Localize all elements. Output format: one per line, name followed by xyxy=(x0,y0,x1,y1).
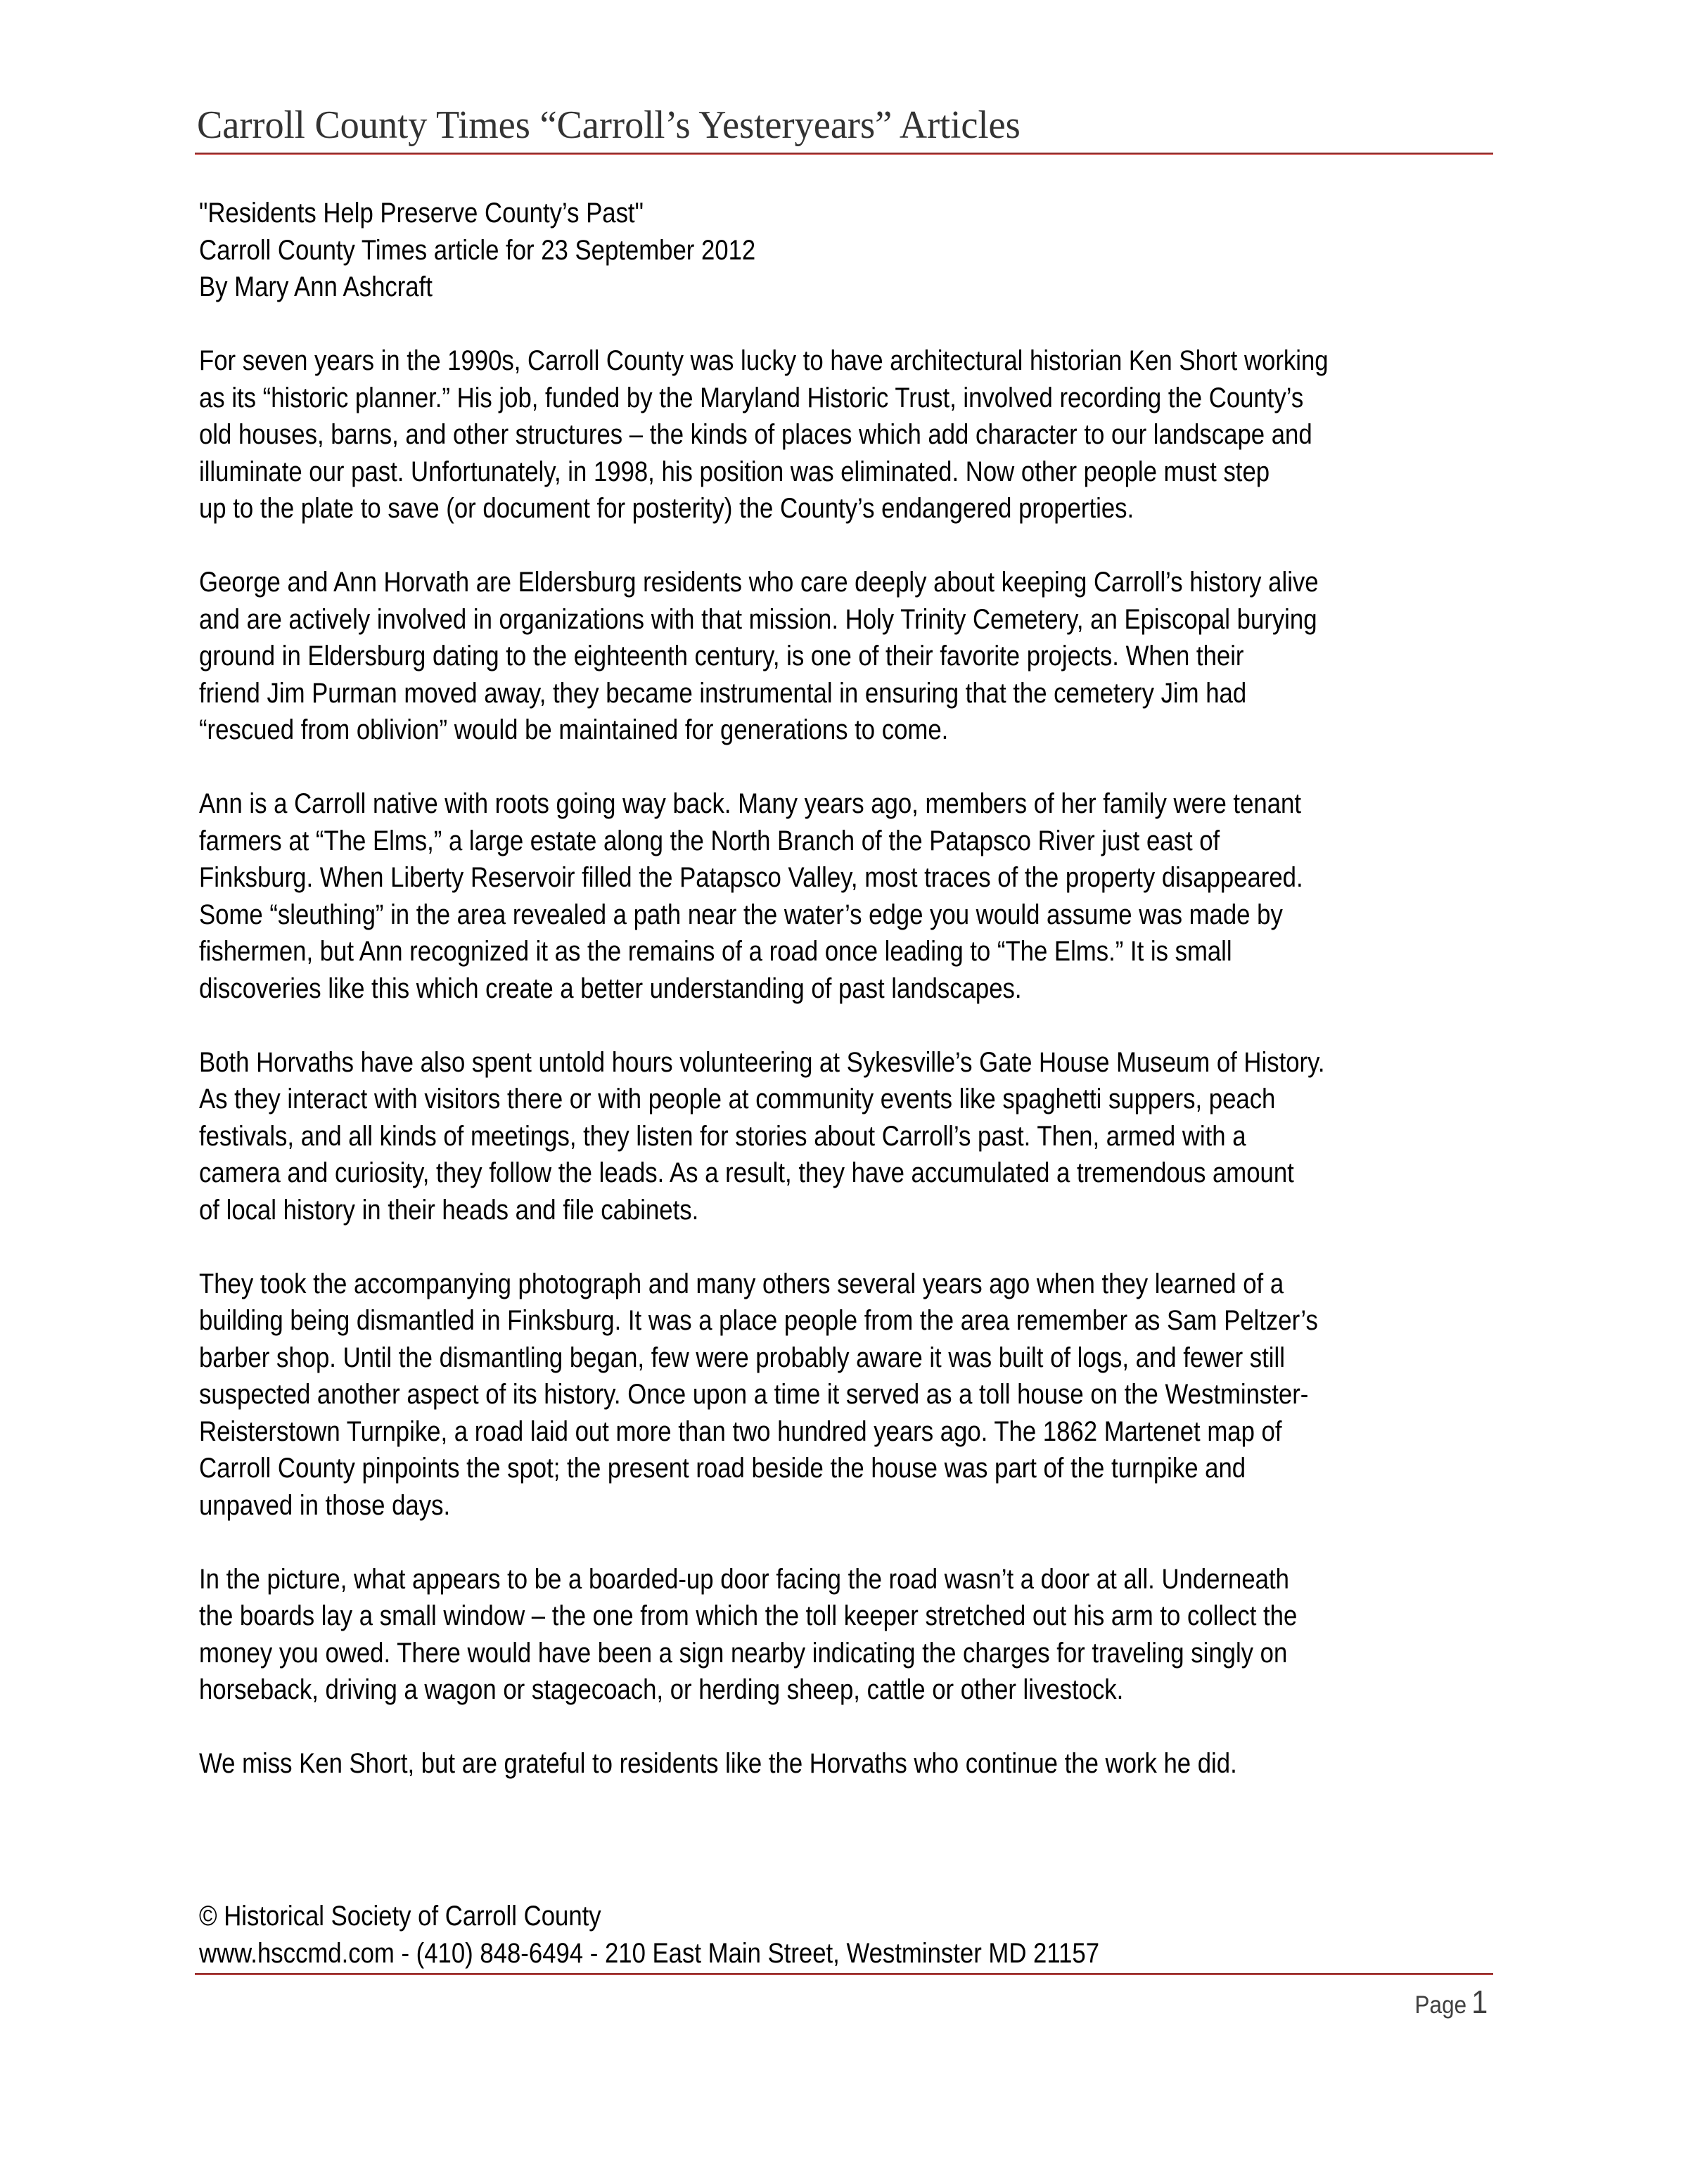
footer-contact: www.hsccmd.com - (410) 848-6494 - 210 East Main Street, Westminster MD 21157 xyxy=(199,1937,1100,1969)
text-line: horseback, driving a wagon or stagecoach, or herding sheep, cattle or other livestock. xyxy=(199,1674,1124,1705)
text-line: and are actively involved in organizations with that mission. Holy Trinity Cemetery, an Episcopal burying xyxy=(199,603,1317,635)
text-line: the boards lay a small window – the one from which the toll keeper stretched out his arm to collect the xyxy=(199,1600,1298,1631)
text-line: George and Ann Horvath are Eldersburg residents who care deeply about keeping Carroll’s history alive xyxy=(199,567,1319,598)
text-line: Reisterstown Turnpike, a road laid out more than two hundred years ago. The 1862 Martenet map of xyxy=(199,1415,1282,1447)
text-line: fishermen, but Ann recognized it as the remains of a road once leading to “The Elms.” It is small xyxy=(199,936,1232,967)
text-line: We miss Ken Short, but are grateful to residents like the Horvaths who continue the work he did. xyxy=(199,1748,1237,1779)
text-line: building being dismantled in Finksburg. It was a place people from the area remember as Sam Peltzer’s xyxy=(199,1305,1318,1336)
text-line: For seven years in the 1990s, Carroll County was lucky to have architectural historian Ken Short working xyxy=(199,345,1329,376)
page-number-value: 1 xyxy=(1471,1984,1488,2020)
paragraph-5 xyxy=(199,1266,1493,1524)
paragraph-3 xyxy=(199,785,1493,1007)
page-number xyxy=(1414,1983,1488,2021)
text-line: money you owed. There would have been a sign nearby indicating the charges for traveling singly on xyxy=(199,1637,1288,1669)
text-line: unpaved in those days. xyxy=(199,1489,451,1521)
text-line: festivals, and all kinds of meetings, they listen for stories about Carroll’s past. Then, armed with a xyxy=(199,1120,1246,1152)
paragraph-4 xyxy=(199,1044,1493,1229)
running-header-title: Carroll County Times “Carroll’s Yesteryears” Articles xyxy=(197,103,1021,147)
page-footer xyxy=(199,1898,1493,1972)
text-line: Both Horvaths have also spent untold hours volunteering at Sykesville’s Gate House Museum of History. xyxy=(199,1046,1325,1078)
text-line: suspected another aspect of its history. Once upon a time it served as a toll house on the Westminster- xyxy=(199,1379,1309,1410)
paragraph-closing xyxy=(199,1745,1493,1782)
text-line: Ann is a Carroll native with roots going way back. Many years ago, members of her family were tenant xyxy=(199,788,1301,819)
header-rule xyxy=(195,153,1493,154)
text-line: “rescued from oblivion” would be maintained for generations to come. xyxy=(199,714,949,745)
text-line: Carroll County pinpoints the spot; the present road beside the house was part of the turnpike and xyxy=(199,1453,1246,1484)
paragraph-2 xyxy=(199,564,1493,749)
text-line: friend Jim Purman moved away, they became instrumental in ensuring that the cemetery Jim had xyxy=(199,677,1247,709)
text-line: discoveries like this which create a better understanding of past landscapes. xyxy=(199,972,1022,1004)
text-line: illuminate our past. Unfortunately, in 1998, his position was eliminated. Now other people must step xyxy=(199,456,1270,487)
text-line: As they interact with visitors there or with people at community events like spaghetti suppers, peach xyxy=(199,1084,1276,1115)
text-line: In the picture, what appears to be a boarded-up door facing the road wasn’t a door at all. Underneath xyxy=(199,1563,1289,1595)
text-line: ground in Eldersburg dating to the eighteenth century, is one of their favorite projects. When their xyxy=(199,641,1244,672)
footer-copyright: © Historical Society of Carroll County xyxy=(199,1901,601,1932)
page-label: Page xyxy=(1414,1991,1466,2019)
text-line: up to the plate to save (or document for posterity) the County’s endangered properties. xyxy=(199,493,1134,524)
paragraph-6 xyxy=(199,1561,1493,1709)
article-headline: "Residents Help Preserve County’s Past" xyxy=(199,198,644,229)
article-byline: By Mary Ann Ashcraft xyxy=(199,271,433,302)
text-line: Finksburg. When Liberty Reservoir filled the Patapsco Valley, most traces of the property disappeared. xyxy=(199,862,1303,893)
text-line: camera and curiosity, they follow the leads. As a result, they have accumulated a tremendous amount xyxy=(199,1157,1294,1188)
text-line: farmers at “The Elms,” a large estate along the North Branch of the Patapsco River just east of xyxy=(199,825,1220,856)
article-publication: Carroll County Times article for 23 September 2012 xyxy=(199,234,756,266)
article-meta xyxy=(199,195,1493,306)
paragraph-1 xyxy=(199,342,1493,527)
text-line: Some “sleuthing” in the area revealed a path near the water’s edge you would assume was made by xyxy=(199,899,1283,930)
article-body xyxy=(199,195,1493,1819)
text-line: barber shop. Until the dismantling began, few were probably aware it was built of logs, and fewer still xyxy=(199,1342,1285,1373)
text-line: They took the accompanying photograph and many others several years ago when they learned of a xyxy=(199,1268,1284,1299)
text-line: old houses, barns, and other structures – the kinds of places which add character to our landscape and xyxy=(199,419,1312,450)
footer-rule xyxy=(195,1973,1493,1974)
text-line: as its “historic planner.” His job, funded by the Maryland Historic Trust, involved recording the County’s xyxy=(199,382,1304,413)
text-line: of local history in their heads and file cabinets. xyxy=(199,1194,699,1226)
